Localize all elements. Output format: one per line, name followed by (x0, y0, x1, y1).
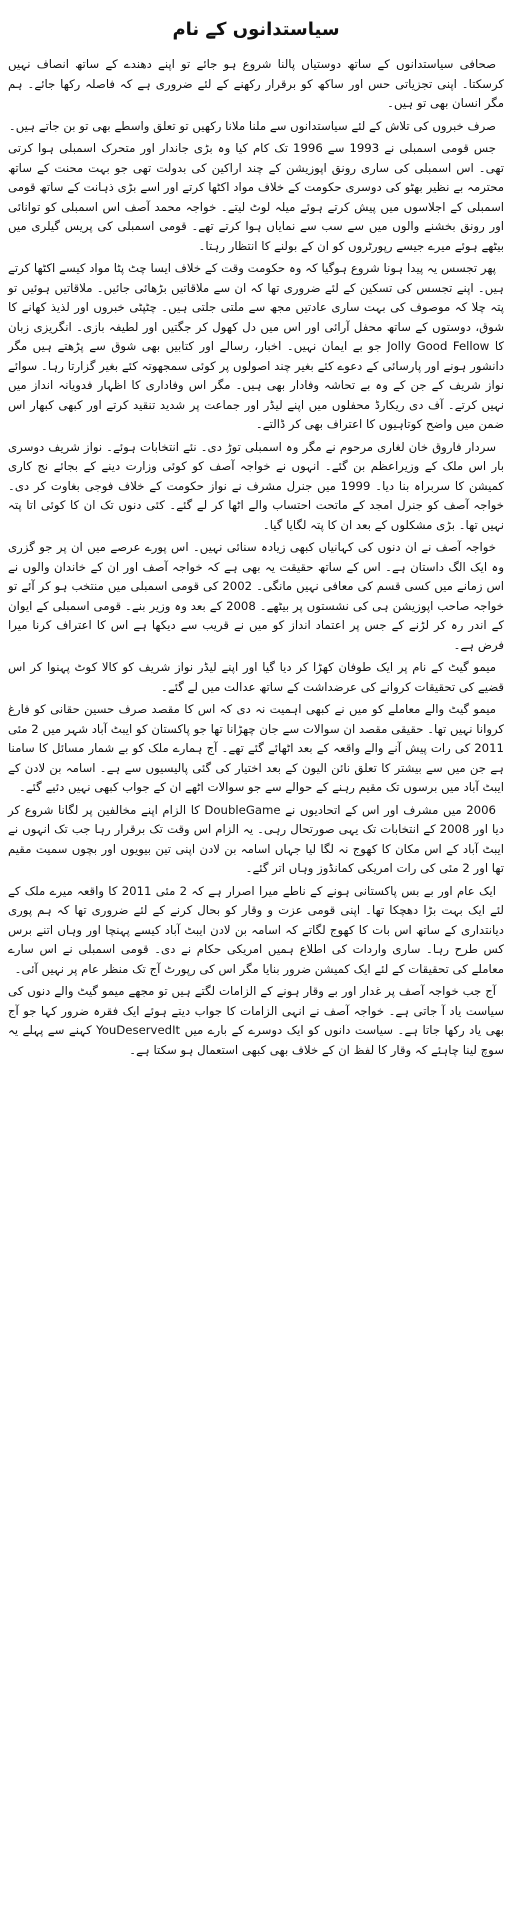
paragraph: میمو گیٹ کے نام پر ایک طوفان کھڑا کر دیا گیا اور اپنے لیڈر نواز شریف کو کالا کوٹ پہنوا کر اس قضیے کی تحقیقات کروانے کی عرضداشت کے ساتھ عدالت میں لے گئے۔ (8, 660, 504, 694)
paragraph: خواجہ آصف نے ان دنوں کی کہانیاں کبھی زیادہ سنائی نہیں۔ اس پورے عرصے میں ان پر جو گزری وہ ایک الگ داستان ہے۔ اس کے ساتھ حقیقت یہ بھی ہے کہ خواجہ آصف اور ان کے خاندان والوں نے اس زمانے میں کسی قسم کی معافی نہیں مانگی۔ 2002 کی قومی اسمبلی میں منتخب ہو کر آئے تو خواجہ صاحب اپوزیشن ہی کی نشستوں پر بیٹھے۔ 2008 کے بعد وہ وزیر بنے۔ قومی اسمبلی کے ایوان کے اندر رہ کر لڑنے کے جس پر اعتماد انداز کو میں نے قریب سے دیکھا ہے اس کا اعتراف کرنا میرا فرض ہے۔ (8, 540, 504, 652)
paragraph: پھر تجسس یہ پیدا ہونا شروع ہوگیا کہ وہ حکومت وقت کے خلاف ایسا چٹ پٹا مواد کیسے اکٹھا کرتے ہیں۔ اپنے تجسس کی تسکین کے لئے ضروری تھا کہ ان سے ملاقاتیں بڑھائی جائیں۔ ملاقاتیں ہوئیں تو پتہ چلا کہ موصوف کی بہت ساری عادتیں مجھ سے ملتی جلتی ہیں۔ چٹپٹی خبروں اور لذیذ کھانے کا شوق، دوستوں کے ساتھ محفل آرائی اور اس میں دل کھول کر جگتیں اور لطیفہ بازی۔ انگریزی زبان کا Jolly Good Fellow جو بے ایمان نہیں۔ اخبار، رسالے اور کتابیں بھی شوق سے پڑھتے ہیں مگر دانشور ہونے اور پارسائی کے دعوے کئے بغیر چند اصولوں پر کوئی سمجھوتہ کئے بغیر گزارتا رہا۔ سوائے نواز شریف کے جن کے وہ بے تحاشہ وفادار بھی ہیں۔ مگر اس وفاداری کا اظہار فدویانہ انداز میں نہیں کرتے۔ آف دی ریکارڈ محفلوں میں اپنے لیڈر اور جماعت پر شدید تنقید کرتے اور کبھی کبھار اس ضمن میں واضح کوتاہیوں کا اعتراف بھی کر ڈالتے۔ (8, 261, 504, 432)
paragraph: ایک عام اور بے بس پاکستانی ہونے کے ناطے میرا اصرار ہے کہ 2 مئی 2011 کا واقعہ میرے ملک کے لئے ایک بہت بڑا دھچکا تھا۔ اپنی قومی عزت و وقار کو بحال کرنے کے لئے ضروری تھا کہ ہم پوری دیانتداری کے ساتھ اس بات کا کھوج لگاتے کہ اسامہ بن لادن ایبٹ آباد کیسے پہنچا اور وہاں اتنے برس کس طرح رہا۔ ساری واردات کی اطلاع ہمیں امریکی حکام نے دی۔ قومی اسمبلی نے اس سارے معاملے کی تحقیقات کے لئے ایک کمیشن ضرور بنایا مگر اس کی رپورٹ آج تک منظر عام پر نہیں آئی۔ (8, 883, 504, 976)
paragraph: صرف خبروں کی تلاش کے لئے سیاستدانوں سے ملنا ملانا رکھیں تو تعلق واسطے بھی تو بن جاتے ہیں۔ (8, 118, 496, 133)
paragraph: میمو گیٹ والے معاملے کو میں نے کبھی اہمیت نہ دی کہ اس کا مقصد صرف حسین حقانی کو فارغ کروانا نہیں تھا۔ حقیقی مقصد ان سوالات سے جان چھڑانا تھا جو پاکستان کو ایبٹ آباد شہر میں 2 مئی 2011 کی رات پیش آنے والے واقعہ کے بعد اٹھائے گئے تھے۔ آج ہمارے ملک کو بے شمار مسائل کا سامنا ہے جن میں سے بیشتر کا تعلق نائن الیون کے بعد اختیار کی گئی پالیسیوں سے ہے۔ اسامہ بن لادن کے ایبٹ آباد میں برسوں تک مقیم رہنے کے حوالے سے جو سوالات اٹھے ان کے جواب کبھی نہیں دئیے گئے۔ (8, 702, 504, 795)
paragraph: آج جب خواجہ آصف پر غدار اور بے وقار ہونے کے الزامات لگتے ہیں تو مجھے میمو گیٹ والے دنوں کی سیاست یاد آ جاتی ہے۔ خواجہ آصف نے انہی الزامات کا جواب دیتے ہوئے ایک فقرہ ضرور کہا جو آج بھی یاد رکھا جاتا ہے۔ سیاست دانوں کو ایک دوسرے کے بارے میں YouDeservedIt کہنے سے پہلے یہ سوچ لینا چاہئے کہ وقار کا لفظ ان کے خلاف بھی کبھی استعمال ہو سکتا ہے۔ (8, 984, 504, 1057)
column-title: سیاستدانوں کے نام (172, 19, 340, 40)
paragraph: سردار فاروق خان لغاری مرحوم نے مگر وہ اسمبلی توڑ دی۔ نئے انتخابات ہوئے۔ نواز شریف دوسری بار اس ملک کے وزیراعظم بن گئے۔ انہوں نے خواجہ آصف کو کوئی وزارت دینے کے بجائے نج کاری کمیشن کا سربراہ بنا دیا۔ 1999 میں جنرل مشرف نے نواز حکومت کے خلاف فوجی بغاوت کر دی۔ خواجہ آصف کو جنرل امجد کے ماتحت احتساب والے اٹھا کر لے گئے۔ کئی دنوں تک ان کا کوئی اتا پتہ نہیں تھا۔ بڑی مشکلوں کے بعد ان کا پتہ لگایا گیا۔ (8, 439, 504, 532)
paragraph: 2006 میں مشرف اور اس کے اتحادیوں نے DoubleGame کا الزام اپنے مخالفین پر لگانا شروع کر دیا اور 2008 کے انتخابات تک یہی صورتحال رہی۔ یہ الزام اس وقت تک برقرار رہا جب تک انہوں نے ایبٹ آباد کے اس مکان کا کھوج نہ لگا لیا جہاں اسامہ بن لادن اپنی تین بیویوں اور بچوں سمیت مقیم تھا اور 2 مئی کی رات امریکی کمانڈوز وہاں اتر گئے۔ (8, 802, 505, 876)
paragraph: صحافی سیاستدانوں کے ساتھ دوستیاں پالنا شروع ہو جائے تو اپنے دھندے کے ساتھ انصاف نہیں کرسکتا۔ اپنی تجزیاتی حس اور ساکھ کو برقرار رکھنے کے لئے ضروری ہے کہ فاصلہ رکھا جائے۔ ہم مگر انسان بھی تو ہیں۔ (8, 57, 504, 111)
paragraph: جس قومی اسمبلی نے 1993 سے 1996 تک کام کیا وہ بڑی جاندار اور متحرک اسمبلی ہوا کرتی تھی۔ اس اسمبلی کی ساری رونق اپوزیشن کے چند اراکین کی بدولت تھی جو بہت محنت کے ساتھ محترمہ بے نظیر بھٹو کی دوسری حکومت کے خلاف مواد اکٹھا کرتے اور اسے بڑی ذہانت کے ساتھ قومی اسمبلی کے اجلاسوں میں پیش کرتے ہوئے میلہ لوٹ لیتے۔ خواجہ محمد آصف اس اسمبلی کو توانائی اور رونق بخشنے والوں میں سے سب سے نمایاں ہوا کرتے تھے۔ قومی اسمبلی کی پریس گیلری میں بیٹھے ہوئے میرے جیسے رپورٹروں کو ان کے بولنے کا انتظار رہتا۔ (8, 141, 504, 253)
column-body (8, 55, 504, 1060)
